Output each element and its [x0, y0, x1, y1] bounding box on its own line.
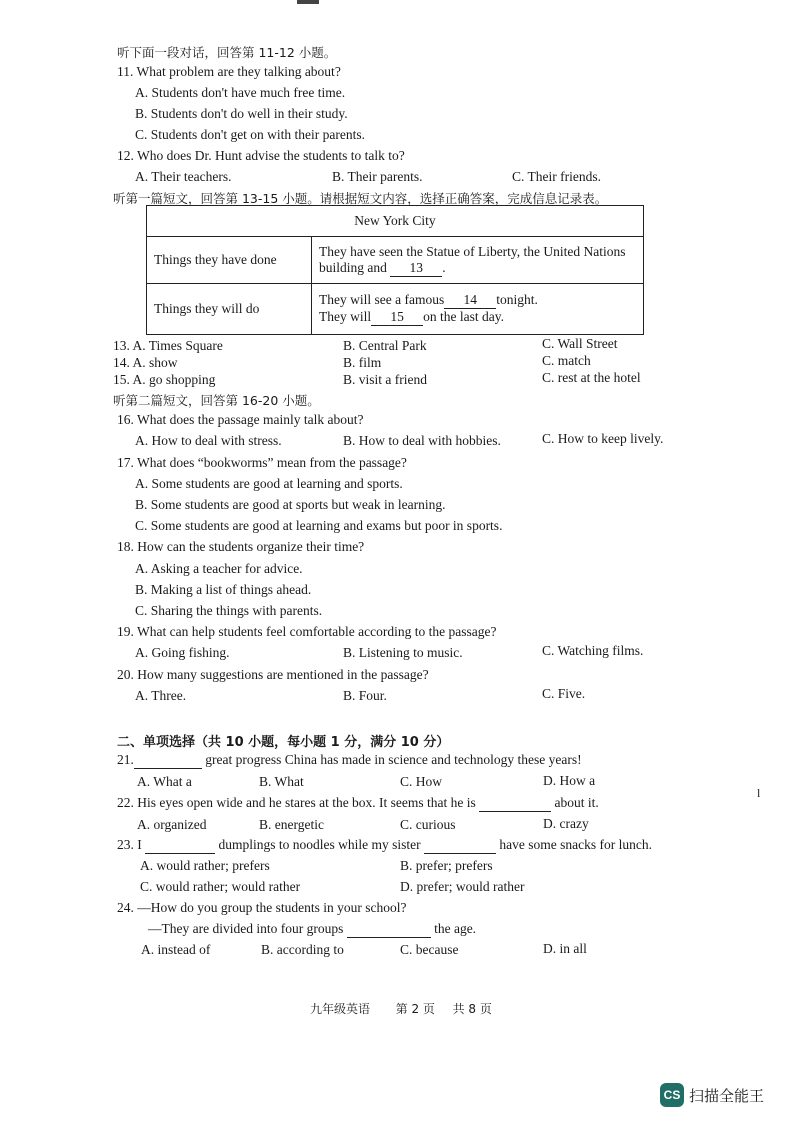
question-24-option-c: C. because [400, 942, 459, 957]
question-16-option-a: A. How to deal with stress. [135, 433, 282, 448]
question-16-stem: 16. What does the passage mainly talk about? [117, 412, 364, 427]
question-17-option-c: C. Some students are good at learning and exams but poor in sports. [135, 518, 503, 533]
question-21-number: 21. [117, 752, 134, 767]
question-24-option-b: B. according to [261, 942, 344, 957]
question-18-option-c: C. Sharing the things with parents. [135, 603, 323, 618]
question-17-option-b: B. Some students are good at sports but weak in learning. [135, 497, 446, 512]
page-footer [310, 1000, 492, 1017]
question-15-option-c: C. rest at the hotel [542, 370, 641, 385]
question-23-text-mid: dumplings to noodles while my sister [218, 837, 421, 852]
question-11-stem: 11. What problem are they talking about? [117, 64, 341, 79]
question-19-option-b: B. Listening to music. [343, 645, 463, 660]
table-row-2-line-1-end: tonight. [496, 292, 538, 307]
footer-subject: 九年级英语 [310, 1002, 371, 1016]
question-17-option-a: A. Some students are good at learning and sports. [135, 476, 403, 491]
table-row-2-line-1-text: They will see a famous [319, 292, 445, 307]
question-23-text: 23. I [117, 837, 142, 852]
question-24-option-d: D. in all [543, 941, 587, 956]
blank-13: 13 [390, 260, 442, 277]
question-14-option-c: C. match [542, 353, 591, 368]
question-13-option-c: C. Wall Street [542, 336, 618, 351]
question-22-text: 22. His eyes open wide and he stares at the box. It seems that he is [117, 795, 476, 810]
blank-22 [479, 795, 551, 812]
top-edge-mark [297, 0, 319, 4]
question-14-option-b: B. film [343, 355, 382, 370]
question-20-option-b: B. Four. [343, 688, 387, 703]
question-22-stem [117, 795, 599, 812]
question-11-option-c: C. Students don't get on with their parents. [135, 127, 366, 142]
question-12-stem: 12. Who does Dr. Hunt advise the students to talk to? [117, 148, 405, 163]
question-16-option-c: C. How to keep lively. [542, 431, 664, 446]
question-19-option-a: A. Going fishing. [135, 645, 230, 660]
table-row-2-content [312, 284, 644, 335]
question-21-text: great progress China has made in science and technology these years! [205, 752, 582, 767]
question-12-option-b: B. Their parents. [332, 169, 423, 184]
question-18-option-b: B. Making a list of things ahead. [135, 582, 312, 597]
question-23-option-c: C. would rather; would rather [140, 879, 301, 894]
table-row-2-line-2 [319, 309, 636, 326]
footer-page-number: 第 2 页 [395, 1002, 435, 1016]
question-23-stem [117, 837, 652, 854]
question-23-option-b: B. prefer; prefers [400, 858, 493, 873]
question-11-option-b: B. Students don't do well in their study. [135, 106, 348, 121]
question-22-option-d: D. crazy [543, 816, 589, 831]
blank-14: 14 [444, 292, 496, 309]
table-row-2-label: Things they will do [147, 284, 312, 335]
watermark-text: 扫描全能王 [689, 1086, 765, 1105]
question-17-stem: 17. What does “bookworms” mean from the passage? [117, 455, 407, 470]
blank-24 [347, 921, 431, 938]
question-21-stem [117, 752, 582, 769]
question-16-option-b: B. How to deal with hobbies. [343, 433, 501, 448]
margin-mark: l [757, 786, 761, 800]
question-20-option-c: C. Five. [542, 686, 586, 701]
question-15-option-b: B. visit a friend [343, 372, 427, 387]
scanner-watermark [660, 1083, 764, 1107]
question-22-option-b: B. energetic [259, 817, 324, 832]
instruction-13-15: 听第一篇短文，回答第 13-15 小题。请根据短文内容，选择正确答案，完成信息记录表。 [113, 191, 608, 206]
blank-21 [134, 752, 202, 769]
question-24-line-1: 24. —How do you group the students in your school? [117, 900, 407, 915]
section-2-heading: 二、单项选择（共 10 小题，每小题 1 分，满分 10 分） [117, 735, 450, 750]
question-24-line-2 [148, 921, 476, 938]
question-24-option-a: A. instead of [141, 942, 211, 957]
table-row-1-content [312, 237, 644, 284]
question-24-answer-text: —They are divided into four groups [148, 921, 344, 936]
camscanner-logo-icon: CS [660, 1083, 684, 1107]
question-21-option-d: D. How a [543, 773, 596, 788]
question-21-option-b: B. What [259, 774, 304, 789]
question-11-option-a: A. Students don't have much free time. [135, 85, 346, 100]
table-title: New York City [147, 206, 644, 237]
table-row-1-label: Things they have done [147, 237, 312, 284]
question-14-option-a: 14. A. show [113, 355, 178, 370]
instruction-16-20: 听第二篇短文，回答第 16-20 小题。 [113, 393, 320, 408]
question-23-option-d: D. prefer; would rather [400, 879, 525, 894]
question-22-option-a: A. organized [137, 817, 207, 832]
question-22-text-end: about it. [554, 795, 599, 810]
table-row-2-line-2-text: They will [319, 309, 372, 324]
question-21-option-a: A. What a [137, 774, 192, 789]
table-row-2-line-2-end: on the last day. [423, 309, 504, 324]
question-24-answer-end: the age. [434, 921, 477, 936]
question-13-option-b: B. Central Park [343, 338, 427, 353]
question-15-option-a: 15. A. go shopping [113, 372, 216, 387]
table-row-1-text: They have seen the Statue of Liberty, the United Nations building and [319, 243, 626, 275]
blank-23-first [145, 837, 215, 854]
blank-15: 15 [371, 309, 423, 326]
question-22-option-c: C. curious [400, 817, 456, 832]
info-record-table [146, 205, 644, 335]
question-19-option-c: C. Watching films. [542, 643, 644, 658]
table-row-1-end: . [442, 259, 446, 275]
question-21-option-c: C. How [400, 774, 443, 789]
question-13-option-a: 13. A. Times Square [113, 338, 223, 353]
question-18-option-a: A. Asking a teacher for advice. [135, 561, 303, 576]
question-12-option-c: C. Their friends. [512, 169, 601, 184]
table-row-2-line-1 [319, 292, 636, 309]
instruction-11-12: 听下面一段对话，回答第 11-12 小题。 [117, 45, 337, 60]
question-20-stem: 20. How many suggestions are mentioned in the passage? [117, 667, 429, 682]
question-18-stem: 18. How can the students organize their time? [117, 539, 365, 554]
question-12-option-a: A. Their teachers. [135, 169, 232, 184]
question-23-text-end: have some snacks for lunch. [499, 837, 652, 852]
blank-23-second [424, 837, 496, 854]
footer-total-pages: 共 8 页 [452, 1002, 492, 1016]
question-19-stem: 19. What can help students feel comfortable according to the passage? [117, 624, 497, 639]
question-20-option-a: A. Three. [135, 688, 187, 703]
question-23-option-a: A. would rather; prefers [140, 858, 270, 873]
